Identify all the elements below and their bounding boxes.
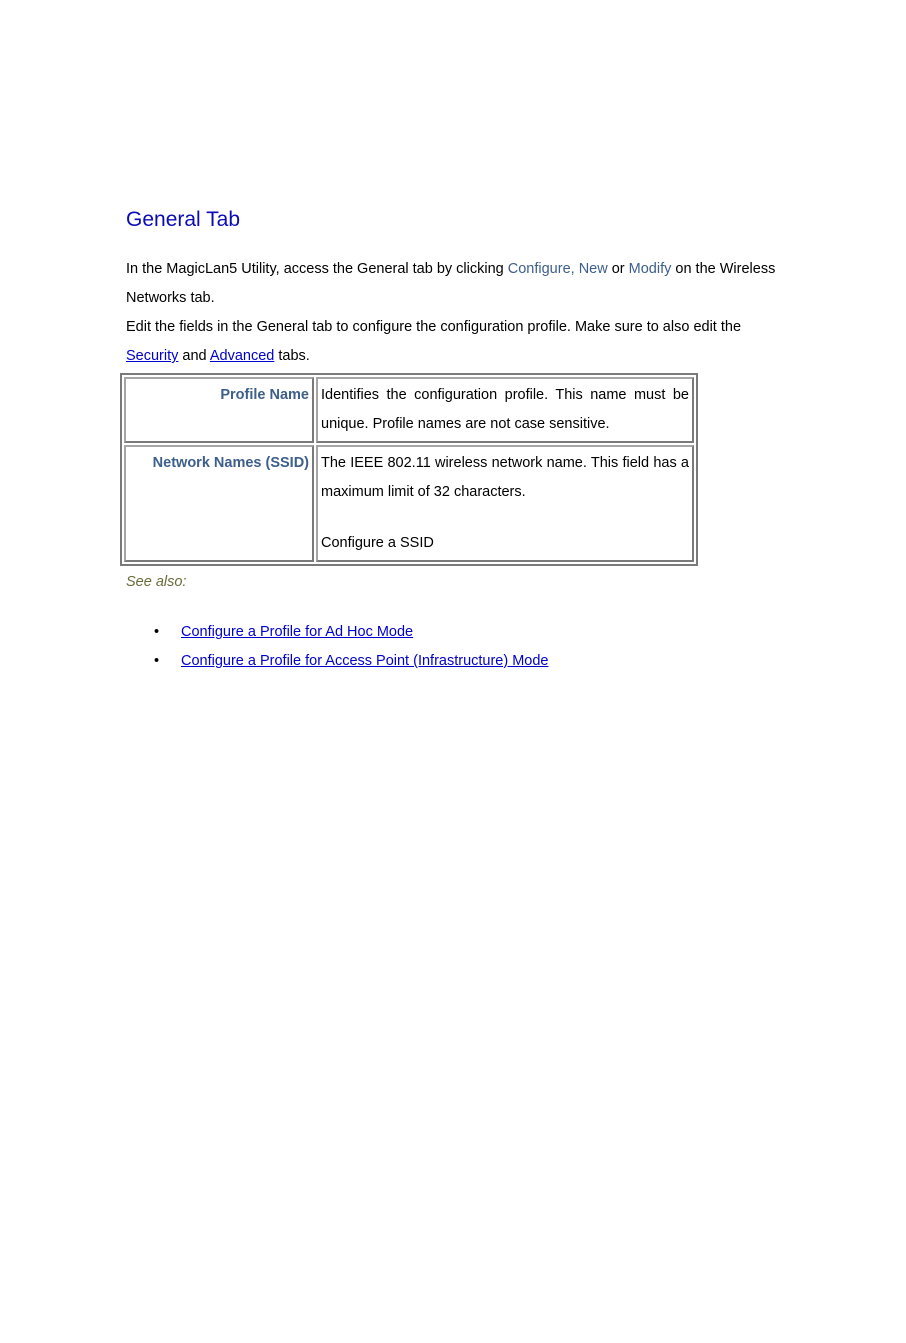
row-desc-network-names: [316, 445, 694, 562]
security-link[interactable]: Security: [126, 348, 179, 364]
intro-suffix: on the Wireless Networks tab.: [126, 261, 776, 306]
paragraph-gap: [321, 507, 689, 529]
row-desc-profile-name: Identifies the configuration profile. This name must be unique. Profile names are not case sensitive.: [316, 377, 694, 443]
row-label-profile-name: Profile Name: [124, 377, 314, 443]
ad-hoc-mode-link[interactable]: Configure a Profile for Ad Hoc Mode: [181, 624, 414, 640]
bullet-icon: •: [154, 653, 160, 669]
advanced-link[interactable]: Advanced: [209, 348, 275, 364]
intro-edit-text: Edit the fields in the General tab to configure the configuration profile. Make sure to also edit the: [126, 319, 742, 335]
table-row: [124, 445, 694, 562]
configure-ssid-text: Configure a SSID: [321, 535, 434, 551]
bullet-icon: •: [154, 624, 160, 640]
page-title: General Tab: [126, 208, 241, 231]
modify-term: Modify: [628, 261, 672, 277]
definitions-table: [120, 373, 698, 566]
intro-or: or: [607, 261, 629, 277]
see-also-list: [126, 618, 796, 676]
configure-new-term: Configure, New: [507, 261, 608, 277]
row-label-network-names: Network Names (SSID): [124, 445, 314, 562]
intro-tabs-suffix: tabs.: [274, 348, 310, 364]
list-item: [154, 618, 796, 647]
see-also-label: See also:: [126, 574, 187, 590]
document-page: [126, 206, 796, 676]
intro-paragraph-2: [126, 313, 796, 371]
table-row: [124, 377, 694, 443]
intro-and: and: [178, 348, 210, 364]
intro-text: In the MagicLan5 Utility, access the General tab by clicking: [126, 261, 508, 277]
network-names-description: The IEEE 802.11 wireless network name. This field has a maximum limit of 32 characters.: [321, 455, 689, 500]
intro-paragraph-1: [126, 255, 796, 313]
access-point-mode-link[interactable]: Configure a Profile for Access Point (Infrastructure) Mode: [181, 653, 549, 669]
list-item: [154, 647, 796, 676]
